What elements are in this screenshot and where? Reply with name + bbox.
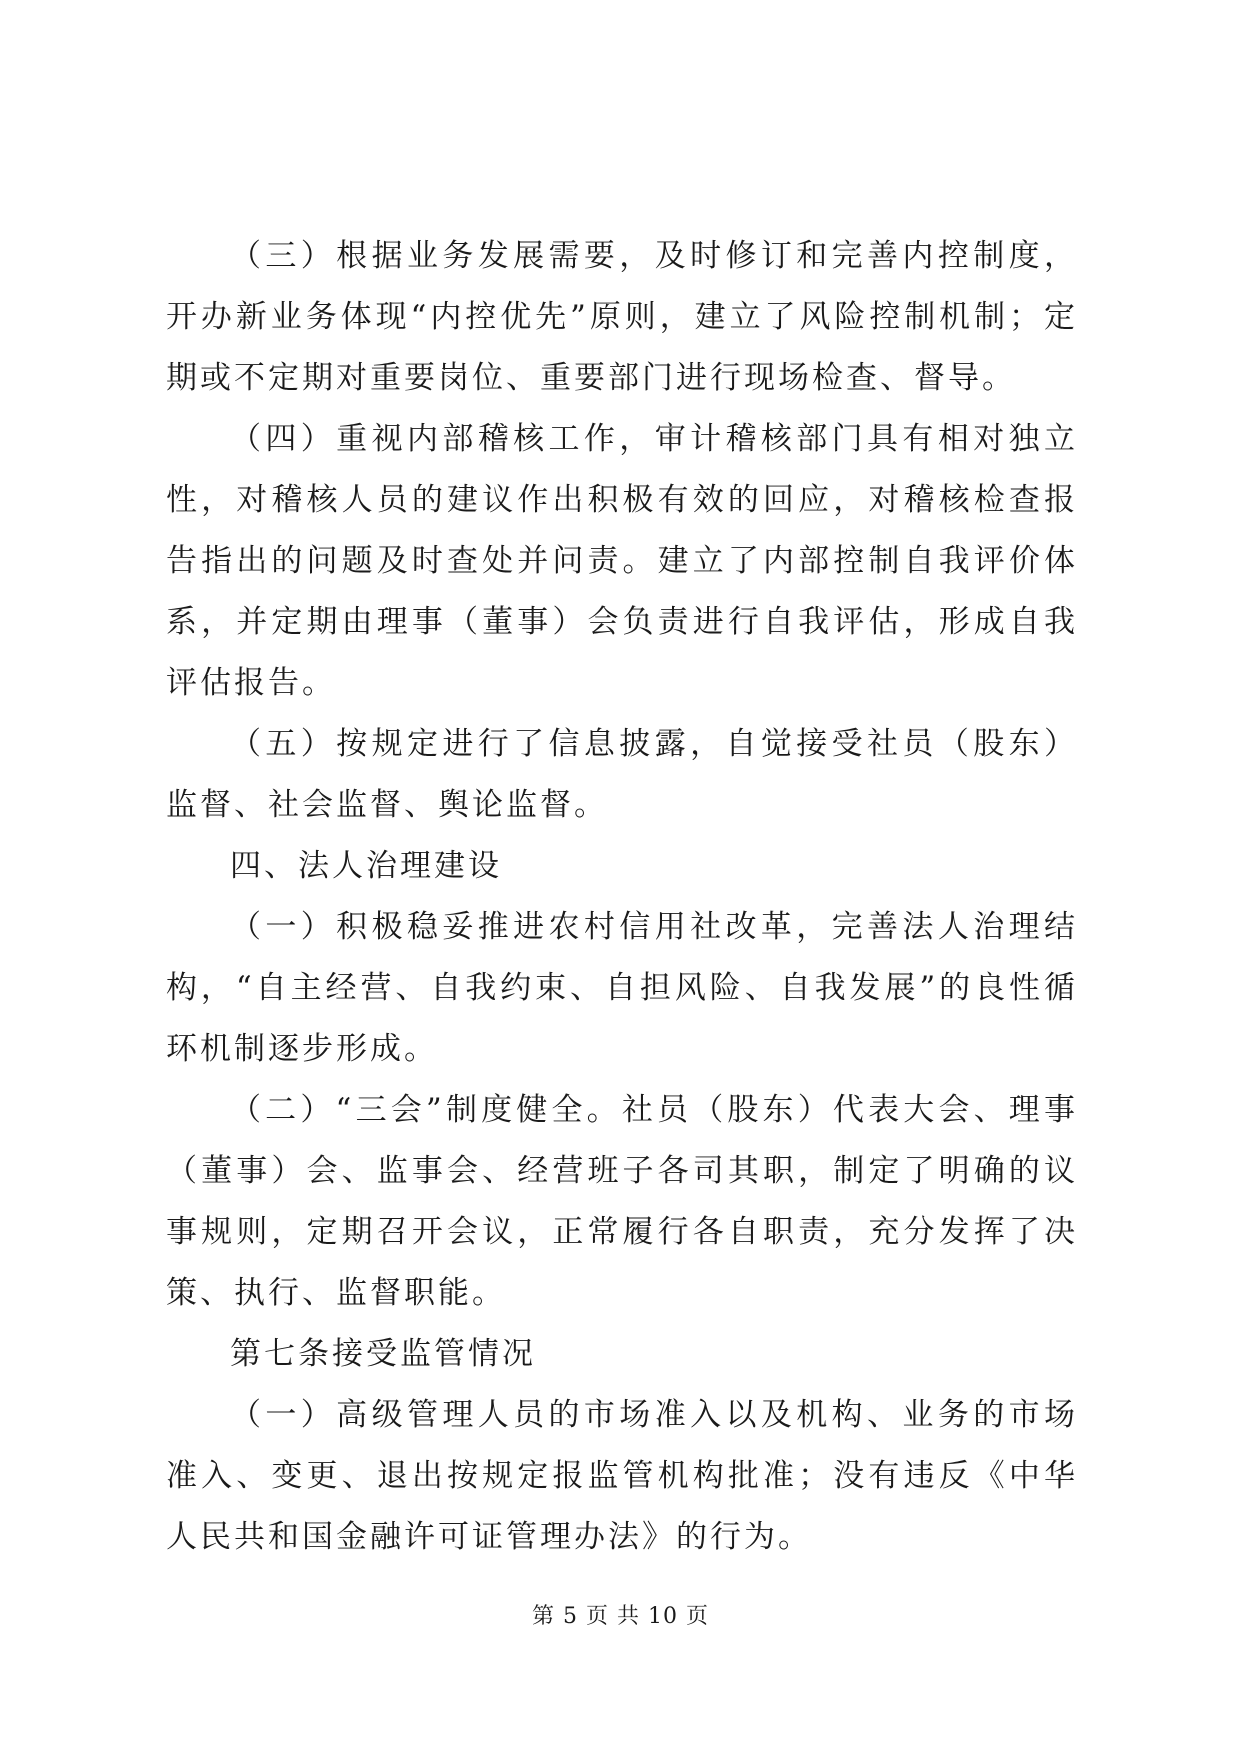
- section-heading-supervision: 第七条接受监管情况: [230, 1336, 536, 1372]
- paragraph-market-access: （一）高级管理人员的市场准入以及机构、业务的市场准入、变更、退出按规定报监管机构批准；没有违反《中华人民共和国金融许可证管理办法》的行为。: [166, 1397, 1078, 1555]
- paragraph-three-meetings-system: （二）“三会”制度健全。社员（股东）代表大会、理事（董事）会、监事会、经营班子各司其职，制定了明确的议事规则，定期召开会议，正常履行各自职责，充分发挥了决策、执行、监督职能。: [166, 1092, 1078, 1311]
- paragraph-credit-union-reform: （一）积极稳妥推进农村信用社改革，完善法人治理结构，“自主经营、自我约束、自担风险、自我发展”的良性循环机制逐步形成。: [166, 909, 1078, 1067]
- paragraph-internal-audit: （四）重视内部稽核工作，审计稽核部门具有相对独立性，对稽核人员的建议作出积极有效的回应，对稽核检查报告指出的问题及时查处并问责。建立了内部控制自我评价体系，并定期由理事（董事）会负责进行自我评估，形成自我评估报告。: [166, 421, 1078, 701]
- paragraph-internal-control-system: （三）根据业务发展需要，及时修订和完善内控制度，开办新业务体现“内控优先”原则，建立了风险控制机制；定期或不定期对重要岗位、重要部门进行现场检查、督导。: [166, 238, 1078, 396]
- section-heading-corporate-governance: 四、法人治理建设: [230, 848, 502, 884]
- paragraph-information-disclosure: （五）按规定进行了信息披露，自觉接受社员（股东）监督、社会监督、舆论监督。: [166, 726, 1078, 823]
- page-number-footer: 第 5 页 共 10 页: [532, 1604, 709, 1629]
- document-body: [166, 226, 1078, 1568]
